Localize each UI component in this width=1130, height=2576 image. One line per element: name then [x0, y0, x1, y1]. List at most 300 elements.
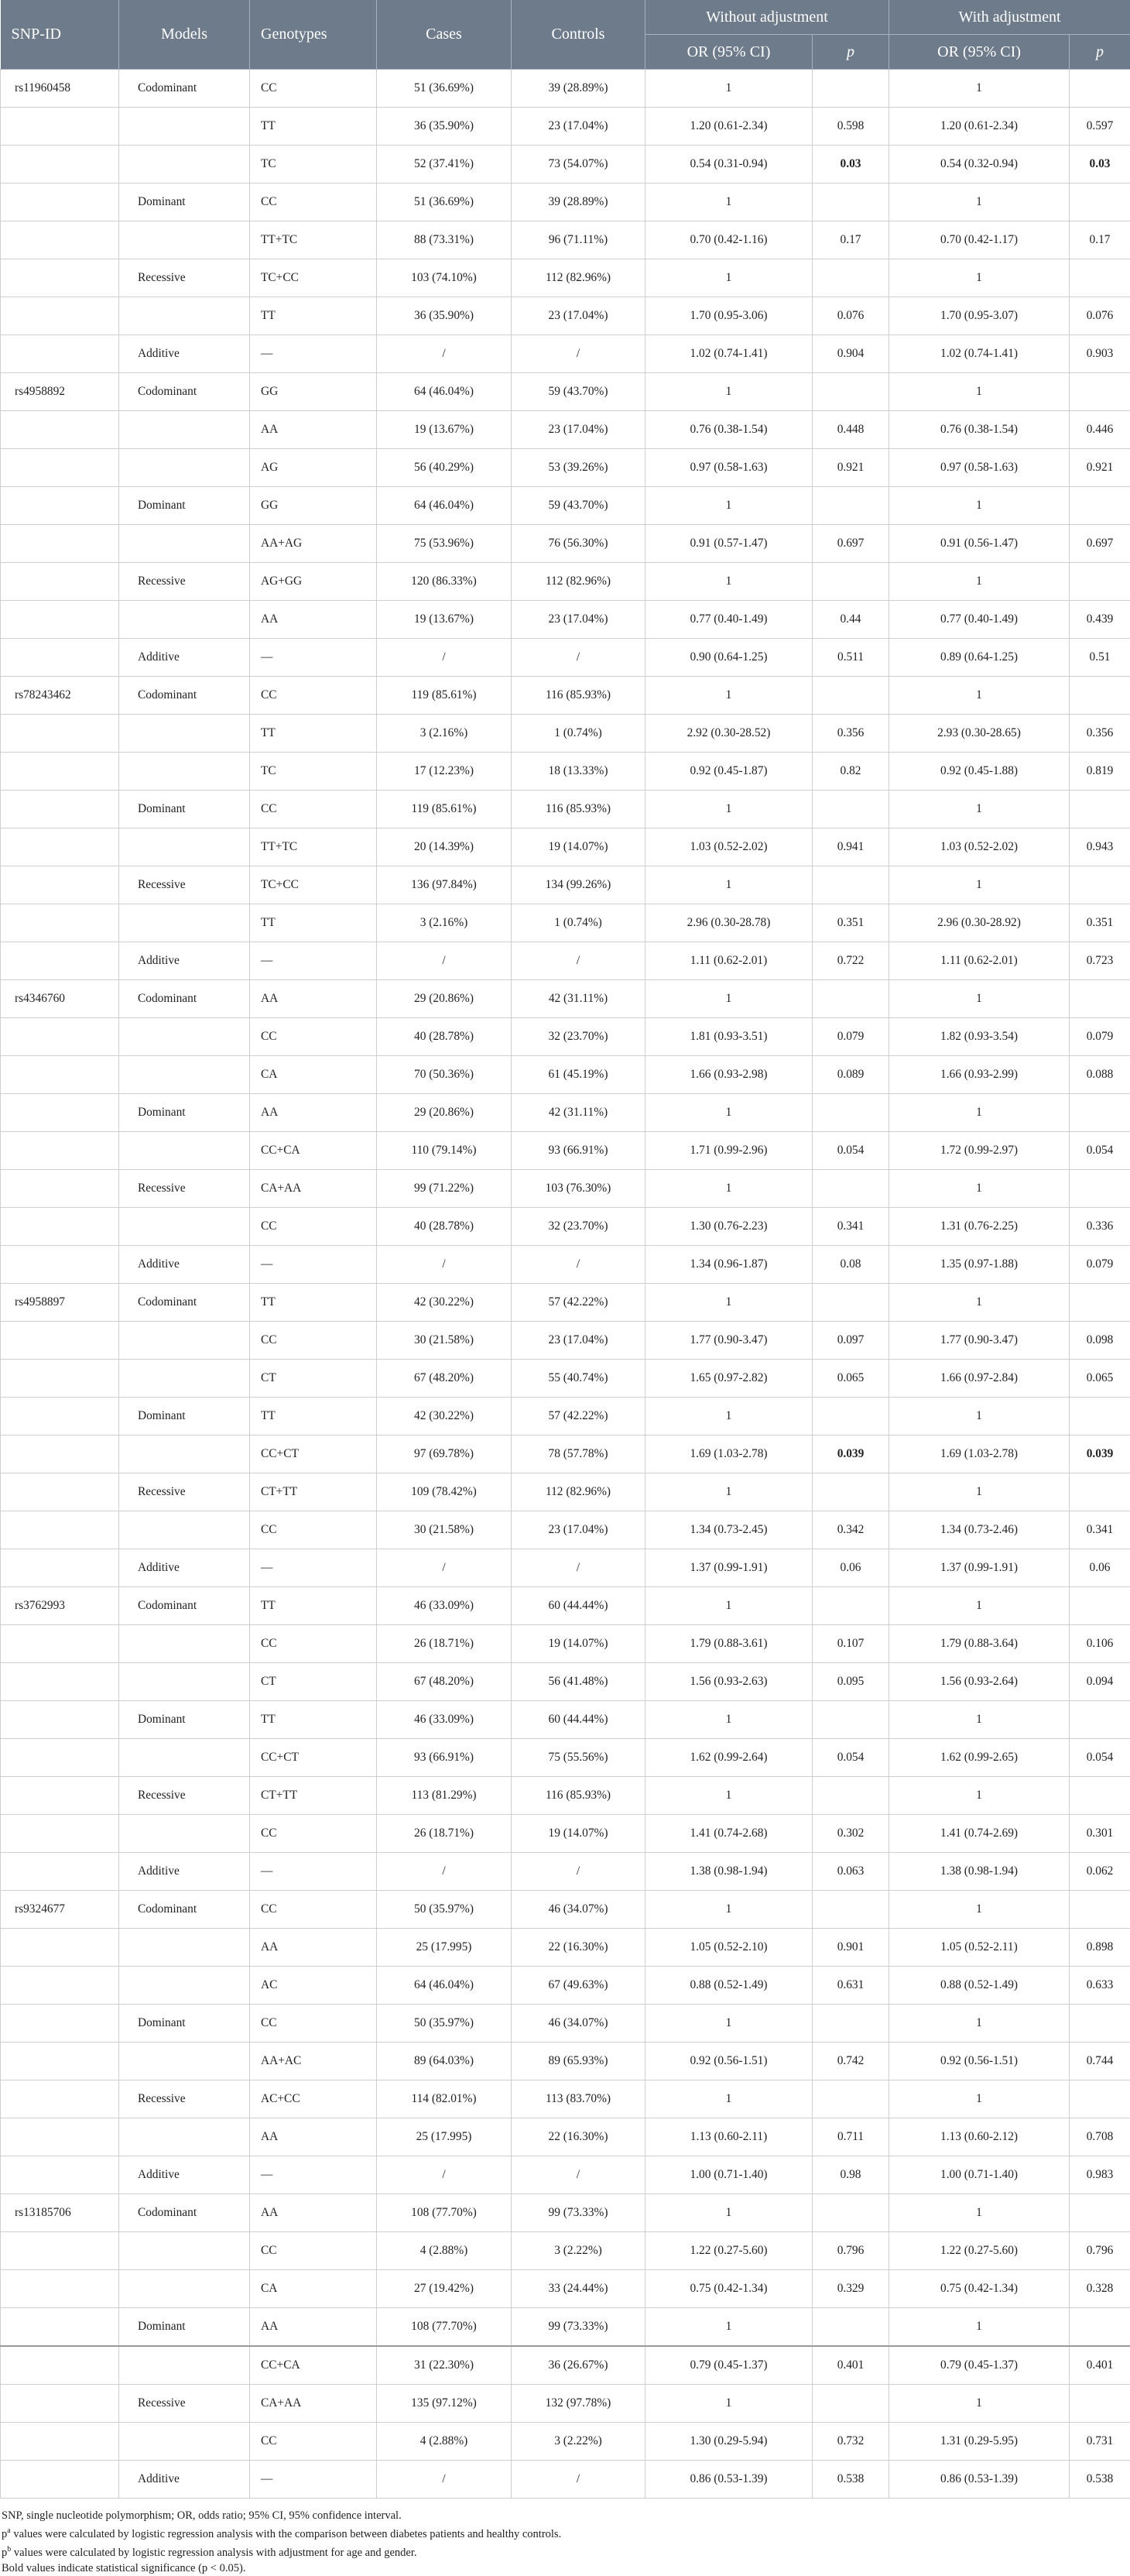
cell-or-ci-adjusted: 1.03 (0.52-2.02) [889, 828, 1070, 866]
cell-genotype: TT [250, 904, 377, 942]
cell-or-ci-adjusted: 1.13 (0.60-2.12) [889, 2118, 1070, 2156]
table-row [1, 828, 1130, 866]
cell-genotype: CC [250, 1018, 377, 1056]
cell-p-unadjusted: 0.711 [813, 2118, 889, 2156]
cell-controls: 99 (73.33%) [512, 2308, 645, 2347]
cell-controls: 1 (0.74%) [512, 904, 645, 942]
cell-or-ci-unadjusted: 1 [645, 563, 813, 601]
cell-p-unadjusted [813, 1587, 889, 1625]
cell-p-adjusted: 0.076 [1070, 297, 1130, 335]
cell-p-adjusted: 0.943 [1070, 828, 1130, 866]
cell-p-adjusted: 0.079 [1070, 1018, 1130, 1056]
cell-or-ci-unadjusted: 1.56 (0.93-2.63) [645, 1663, 813, 1701]
cell-p-adjusted: 0.054 [1070, 1132, 1130, 1170]
table-row [1, 2461, 1130, 2499]
cell-p-adjusted: 0.983 [1070, 2156, 1130, 2194]
cell-p-unadjusted: 0.054 [813, 1132, 889, 1170]
cell-snp-id [1, 335, 119, 373]
table-row [1, 1701, 1130, 1739]
cell-genotype: CA [250, 2270, 377, 2308]
table-row [1, 1094, 1130, 1132]
cell-or-ci-adjusted: 0.79 (0.45-1.37) [889, 2346, 1070, 2385]
cell-p-unadjusted: 0.329 [813, 2270, 889, 2308]
table-row [1, 866, 1130, 904]
cell-genotype: — [250, 335, 377, 373]
table-row [1, 2156, 1130, 2194]
cell-snp-id [1, 2423, 119, 2461]
cell-controls: 57 (42.22%) [512, 1284, 645, 1322]
cell-genotype: GG [250, 487, 377, 525]
cell-or-ci-adjusted: 1 [889, 2385, 1070, 2423]
cell-snp-id [1, 942, 119, 980]
cell-or-ci-adjusted: 1.82 (0.93-3.54) [889, 1018, 1070, 1056]
cell-model: Additive [119, 1853, 250, 1891]
cell-snp-id [1, 1815, 119, 1853]
cell-cases: 70 (50.36%) [377, 1056, 512, 1094]
table-row [1, 1967, 1130, 2005]
cell-model [119, 1435, 250, 1473]
cell-model [119, 221, 250, 259]
cell-controls: 32 (23.70%) [512, 1018, 645, 1056]
cell-snp-id [1, 1511, 119, 1549]
footnote-bold-note: Bold values indicate statistical significance (p < 0.05). [2, 2561, 1130, 2576]
cell-or-ci-unadjusted: 1.11 (0.62-2.01) [645, 942, 813, 980]
cell-p-unadjusted [813, 2005, 889, 2043]
cell-cases: 75 (53.96%) [377, 525, 512, 563]
cell-or-ci-unadjusted: 0.77 (0.40-1.49) [645, 601, 813, 639]
cell-genotype: CT+TT [250, 1777, 377, 1815]
cell-p-unadjusted: 0.742 [813, 2043, 889, 2080]
cell-p-adjusted: 0.351 [1070, 904, 1130, 942]
table-row [1, 297, 1130, 335]
cell-cases: 30 (21.58%) [377, 1322, 512, 1360]
cell-p-adjusted: 0.054 [1070, 1739, 1130, 1777]
cell-cases: 25 (17.995) [377, 2118, 512, 2156]
cell-model [119, 1132, 250, 1170]
cell-genotype: CC [250, 2005, 377, 2043]
cell-controls: 39 (28.89%) [512, 70, 645, 108]
header-cases: Cases [377, 0, 512, 70]
cell-snp-id: rs3762993 [1, 1587, 119, 1625]
cell-genotype: AA [250, 1094, 377, 1132]
cell-cases: / [377, 2461, 512, 2499]
cell-or-ci-adjusted: 1.31 (0.76-2.25) [889, 1208, 1070, 1246]
cell-p-unadjusted: 0.82 [813, 753, 889, 791]
cell-snp-id [1, 1549, 119, 1587]
cell-p-adjusted [1070, 2080, 1130, 2118]
cell-model: Additive [119, 639, 250, 677]
cell-controls: / [512, 639, 645, 677]
footnote-pb [2, 2542, 1130, 2561]
cell-or-ci-adjusted: 1 [889, 1891, 1070, 1929]
table-row [1, 2423, 1130, 2461]
cell-p-adjusted: 0.51 [1070, 639, 1130, 677]
cell-snp-id [1, 904, 119, 942]
cell-model: Codominant [119, 677, 250, 715]
cell-cases: 64 (46.04%) [377, 373, 512, 411]
cell-p-unadjusted: 0.063 [813, 1853, 889, 1891]
cell-or-ci-unadjusted: 0.76 (0.38-1.54) [645, 411, 813, 449]
cell-p-adjusted [1070, 184, 1130, 221]
cell-cases: 119 (85.61%) [377, 791, 512, 828]
cell-or-ci-unadjusted: 1.22 (0.27-5.60) [645, 2232, 813, 2270]
cell-p-unadjusted: 0.065 [813, 1360, 889, 1398]
cell-cases: 136 (97.84%) [377, 866, 512, 904]
table-row [1, 1360, 1130, 1398]
cell-controls: 75 (55.56%) [512, 1739, 645, 1777]
cell-controls: 3 (2.22%) [512, 2423, 645, 2461]
table-row [1, 791, 1130, 828]
table-row [1, 146, 1130, 184]
cell-or-ci-adjusted: 1 [889, 184, 1070, 221]
cell-cases: / [377, 942, 512, 980]
table-row [1, 1891, 1130, 1929]
cell-model: Additive [119, 2156, 250, 2194]
cell-model [119, 2043, 250, 2080]
cell-p-unadjusted [813, 1701, 889, 1739]
cell-or-ci-unadjusted: 1.00 (0.71-1.40) [645, 2156, 813, 2194]
cell-p-unadjusted [813, 487, 889, 525]
cell-p-unadjusted: 0.941 [813, 828, 889, 866]
cell-p-unadjusted [813, 373, 889, 411]
table-row [1, 1056, 1130, 1094]
cell-p-adjusted: 0.697 [1070, 525, 1130, 563]
cell-model [119, 828, 250, 866]
cell-controls: 112 (82.96%) [512, 1473, 645, 1511]
cell-controls: 19 (14.07%) [512, 1625, 645, 1663]
cell-controls: 23 (17.04%) [512, 108, 645, 146]
cell-p-unadjusted: 0.097 [813, 1322, 889, 1360]
cell-genotype: CC [250, 677, 377, 715]
cell-controls: 46 (34.07%) [512, 2005, 645, 2043]
table-row [1, 2043, 1130, 2080]
header-p-adjusted: p [1070, 35, 1130, 70]
table-row [1, 2194, 1130, 2232]
cell-genotype: AC+CC [250, 2080, 377, 2118]
cell-or-ci-unadjusted: 1 [645, 1701, 813, 1739]
cell-genotype: — [250, 2156, 377, 2194]
table-row [1, 1777, 1130, 1815]
cell-model: Codominant [119, 1587, 250, 1625]
cell-genotype: — [250, 942, 377, 980]
cell-genotype: TT+TC [250, 221, 377, 259]
table-row [1, 1398, 1130, 1435]
cell-snp-id: rs11960458 [1, 70, 119, 108]
table-row [1, 1284, 1130, 1322]
cell-cases: 19 (13.67%) [377, 411, 512, 449]
cell-controls: 36 (26.67%) [512, 2346, 645, 2385]
cell-snp-id [1, 1663, 119, 1701]
cell-or-ci-adjusted: 1 [889, 1587, 1070, 1625]
cell-p-unadjusted [813, 980, 889, 1018]
cell-genotype: TT [250, 1701, 377, 1739]
cell-p-adjusted: 0.723 [1070, 942, 1130, 980]
cell-or-ci-adjusted: 1 [889, 980, 1070, 1018]
table-row [1, 677, 1130, 715]
cell-or-ci-adjusted: 0.91 (0.56-1.47) [889, 525, 1070, 563]
cell-controls: 96 (71.11%) [512, 221, 645, 259]
cell-genotype: — [250, 639, 377, 677]
cell-or-ci-adjusted: 1 [889, 866, 1070, 904]
cell-p-adjusted: 0.06 [1070, 1549, 1130, 1587]
cell-p-adjusted: 0.744 [1070, 2043, 1130, 2080]
cell-snp-id [1, 1929, 119, 1967]
cell-snp-id [1, 1853, 119, 1891]
cell-genotype: CC [250, 1511, 377, 1549]
cell-p-adjusted: 0.921 [1070, 449, 1130, 487]
cell-genotype: AA+AG [250, 525, 377, 563]
header-controls: Controls [512, 0, 645, 70]
cell-p-unadjusted: 0.341 [813, 1208, 889, 1246]
cell-genotype: — [250, 1853, 377, 1891]
cell-snp-id [1, 1322, 119, 1360]
cell-model [119, 715, 250, 753]
cell-controls: 19 (14.07%) [512, 1815, 645, 1853]
cell-controls: 60 (44.44%) [512, 1701, 645, 1739]
cell-snp-id [1, 449, 119, 487]
cell-p-adjusted [1070, 677, 1130, 715]
table-row [1, 1853, 1130, 1891]
cell-genotype: AA [250, 2194, 377, 2232]
cell-model: Codominant [119, 2194, 250, 2232]
cell-or-ci-unadjusted: 1 [645, 70, 813, 108]
cell-controls: 67 (49.63%) [512, 1967, 645, 2005]
cell-model: Codominant [119, 1284, 250, 1322]
cell-or-ci-adjusted: 1 [889, 1701, 1070, 1739]
cell-p-adjusted: 0.401 [1070, 2346, 1130, 2385]
cell-controls: / [512, 2461, 645, 2499]
table-row [1, 1322, 1130, 1360]
cell-cases: 120 (86.33%) [377, 563, 512, 601]
header-without-adjustment: Without adjustment [645, 0, 889, 35]
cell-or-ci-adjusted: 1 [889, 2308, 1070, 2347]
cell-or-ci-unadjusted: 1 [645, 487, 813, 525]
cell-snp-id [1, 2346, 119, 2385]
cell-p-adjusted [1070, 563, 1130, 601]
cell-p-adjusted: 0.708 [1070, 2118, 1130, 2156]
cell-genotype: AA [250, 411, 377, 449]
cell-controls: 46 (34.07%) [512, 1891, 645, 1929]
cell-or-ci-unadjusted: 0.97 (0.58-1.63) [645, 449, 813, 487]
cell-p-unadjusted [813, 259, 889, 297]
cell-or-ci-unadjusted: 0.70 (0.42-1.16) [645, 221, 813, 259]
cell-genotype: CC [250, 791, 377, 828]
cell-or-ci-adjusted: 1.02 (0.74-1.41) [889, 335, 1070, 373]
cell-or-ci-unadjusted: 1.03 (0.52-2.02) [645, 828, 813, 866]
cell-or-ci-adjusted: 0.88 (0.52-1.49) [889, 1967, 1070, 2005]
table-row [1, 715, 1130, 753]
cell-controls: 76 (56.30%) [512, 525, 645, 563]
cell-p-unadjusted [813, 563, 889, 601]
cell-or-ci-unadjusted: 0.86 (0.53-1.39) [645, 2461, 813, 2499]
cell-genotype: TT [250, 715, 377, 753]
cell-p-unadjusted: 0.076 [813, 297, 889, 335]
cell-snp-id [1, 1398, 119, 1435]
cell-controls: 59 (43.70%) [512, 373, 645, 411]
cell-or-ci-adjusted: 1.77 (0.90-3.47) [889, 1322, 1070, 1360]
cell-model: Recessive [119, 866, 250, 904]
cell-cases: 109 (78.42%) [377, 1473, 512, 1511]
cell-p-adjusted: 0.538 [1070, 2461, 1130, 2499]
cell-or-ci-adjusted: 1 [889, 1777, 1070, 1815]
cell-model: Recessive [119, 563, 250, 601]
cell-genotype: — [250, 2461, 377, 2499]
cell-controls: 78 (57.78%) [512, 1435, 645, 1473]
cell-p-adjusted: 0.903 [1070, 335, 1130, 373]
cell-p-unadjusted: 0.904 [813, 335, 889, 373]
cell-genotype: TT [250, 108, 377, 146]
cell-p-unadjusted: 0.06 [813, 1549, 889, 1587]
cell-or-ci-unadjusted: 0.90 (0.64-1.25) [645, 639, 813, 677]
cell-controls: 57 (42.22%) [512, 1398, 645, 1435]
cell-genotype: TT [250, 1587, 377, 1625]
cell-p-adjusted: 0.597 [1070, 108, 1130, 146]
cell-or-ci-unadjusted: 1 [645, 2308, 813, 2347]
cell-controls: 23 (17.04%) [512, 297, 645, 335]
cell-genotype: CA [250, 1056, 377, 1094]
cell-or-ci-adjusted: 1 [889, 70, 1070, 108]
cell-cases: 27 (19.42%) [377, 2270, 512, 2308]
cell-model: Recessive [119, 1777, 250, 1815]
cell-model: Additive [119, 335, 250, 373]
cell-cases: / [377, 1246, 512, 1284]
table-row [1, 373, 1130, 411]
cell-snp-id [1, 1967, 119, 2005]
cell-p-adjusted [1070, 2308, 1130, 2347]
cell-or-ci-adjusted: 1.72 (0.99-2.97) [889, 1132, 1070, 1170]
table-row [1, 1208, 1130, 1246]
cell-cases: 67 (48.20%) [377, 1663, 512, 1701]
cell-cases: 31 (22.30%) [377, 2346, 512, 2385]
table-row [1, 1246, 1130, 1284]
cell-model [119, 1018, 250, 1056]
cell-cases: 36 (35.90%) [377, 297, 512, 335]
cell-p-adjusted: 0.356 [1070, 715, 1130, 753]
cell-or-ci-unadjusted: 0.92 (0.45-1.87) [645, 753, 813, 791]
cell-or-ci-unadjusted: 2.96 (0.30-28.78) [645, 904, 813, 942]
cell-p-adjusted [1070, 980, 1130, 1018]
header-models: Models [119, 0, 250, 70]
cell-genotype: AA [250, 601, 377, 639]
cell-snp-id [1, 1777, 119, 1815]
cell-cases: 108 (77.70%) [377, 2194, 512, 2232]
cell-or-ci-adjusted: 1 [889, 373, 1070, 411]
cell-model [119, 904, 250, 942]
cell-snp-id [1, 753, 119, 791]
cell-controls: 22 (16.30%) [512, 1929, 645, 1967]
cell-snp-id [1, 411, 119, 449]
cell-p-unadjusted: 0.095 [813, 1663, 889, 1701]
cell-model [119, 1815, 250, 1853]
cell-model [119, 297, 250, 335]
table-row [1, 1929, 1130, 1967]
cell-or-ci-adjusted: 1.66 (0.93-2.99) [889, 1056, 1070, 1094]
cell-genotype: AG+GG [250, 563, 377, 601]
cell-controls: 42 (31.11%) [512, 1094, 645, 1132]
cell-controls: 23 (17.04%) [512, 1322, 645, 1360]
cell-p-adjusted [1070, 259, 1130, 297]
cell-p-adjusted: 0.079 [1070, 1246, 1130, 1284]
cell-p-unadjusted: 0.598 [813, 108, 889, 146]
cell-or-ci-unadjusted: 1.34 (0.73-2.45) [645, 1511, 813, 1549]
cell-model [119, 1208, 250, 1246]
cell-genotype: TC+CC [250, 259, 377, 297]
cell-or-ci-unadjusted: 1.65 (0.97-2.82) [645, 1360, 813, 1398]
cell-genotype: CC [250, 70, 377, 108]
cell-p-unadjusted [813, 1777, 889, 1815]
header-genotypes: Genotypes [250, 0, 377, 70]
cell-p-adjusted [1070, 1473, 1130, 1511]
footnote-pa-sup: a [7, 2526, 10, 2535]
cell-snp-id [1, 1170, 119, 1208]
cell-cases: 4 (2.88%) [377, 2423, 512, 2461]
cell-controls: 1 (0.74%) [512, 715, 645, 753]
cell-snp-id [1, 1701, 119, 1739]
cell-cases: 25 (17.995) [377, 1929, 512, 1967]
cell-p-adjusted [1070, 2005, 1130, 2043]
cell-p-adjusted [1070, 2385, 1130, 2423]
footnote-pa-text: values were calculated by logistic regression analysis with the comparison between diabetes patients and healthy controls. [11, 2528, 562, 2540]
cell-genotype: TT [250, 1284, 377, 1322]
cell-controls: / [512, 335, 645, 373]
cell-model [119, 146, 250, 184]
cell-or-ci-unadjusted: 1.30 (0.76-2.23) [645, 1208, 813, 1246]
cell-or-ci-unadjusted: 0.79 (0.45-1.37) [645, 2346, 813, 2385]
cell-snp-id [1, 1246, 119, 1284]
cell-genotype: CC+CA [250, 2346, 377, 2385]
cell-p-unadjusted: 0.03 [813, 146, 889, 184]
footnote-pb-sup: b [7, 2545, 11, 2554]
cell-p-adjusted [1070, 1170, 1130, 1208]
cell-cases: 3 (2.16%) [377, 715, 512, 753]
cell-controls: / [512, 942, 645, 980]
cell-model: Recessive [119, 1170, 250, 1208]
cell-or-ci-unadjusted: 1.71 (0.99-2.96) [645, 1132, 813, 1170]
cell-snp-id [1, 525, 119, 563]
cell-model: Additive [119, 2461, 250, 2499]
cell-p-adjusted: 0.094 [1070, 1663, 1130, 1701]
cell-or-ci-adjusted: 1.00 (0.71-1.40) [889, 2156, 1070, 2194]
cell-or-ci-unadjusted: 1 [645, 184, 813, 221]
header-or-ci-adjusted: OR (95% CI) [889, 35, 1070, 70]
cell-or-ci-adjusted: 1.66 (0.97-2.84) [889, 1360, 1070, 1398]
cell-cases: 67 (48.20%) [377, 1360, 512, 1398]
cell-p-unadjusted: 0.722 [813, 942, 889, 980]
cell-p-unadjusted: 0.538 [813, 2461, 889, 2499]
cell-or-ci-unadjusted: 1 [645, 1284, 813, 1322]
cell-p-unadjusted [813, 70, 889, 108]
cell-genotype: AA+AC [250, 2043, 377, 2080]
cell-cases: / [377, 1853, 512, 1891]
cell-p-adjusted: 0.039 [1070, 1435, 1130, 1473]
cell-p-unadjusted: 0.342 [813, 1511, 889, 1549]
cell-or-ci-adjusted: 0.92 (0.56-1.51) [889, 2043, 1070, 2080]
cell-cases: 17 (12.23%) [377, 753, 512, 791]
cell-controls: 89 (65.93%) [512, 2043, 645, 2080]
table-row [1, 904, 1130, 942]
cell-cases: 88 (73.31%) [377, 221, 512, 259]
cell-controls: 112 (82.96%) [512, 563, 645, 601]
cell-p-unadjusted: 0.901 [813, 1929, 889, 1967]
table-row [1, 70, 1130, 108]
cell-snp-id [1, 2043, 119, 2080]
cell-p-adjusted: 0.03 [1070, 146, 1130, 184]
cell-snp-id [1, 2080, 119, 2118]
table-row [1, 449, 1130, 487]
cell-model [119, 1929, 250, 1967]
cell-or-ci-unadjusted: 1.30 (0.29-5.94) [645, 2423, 813, 2461]
cell-genotype: GG [250, 373, 377, 411]
